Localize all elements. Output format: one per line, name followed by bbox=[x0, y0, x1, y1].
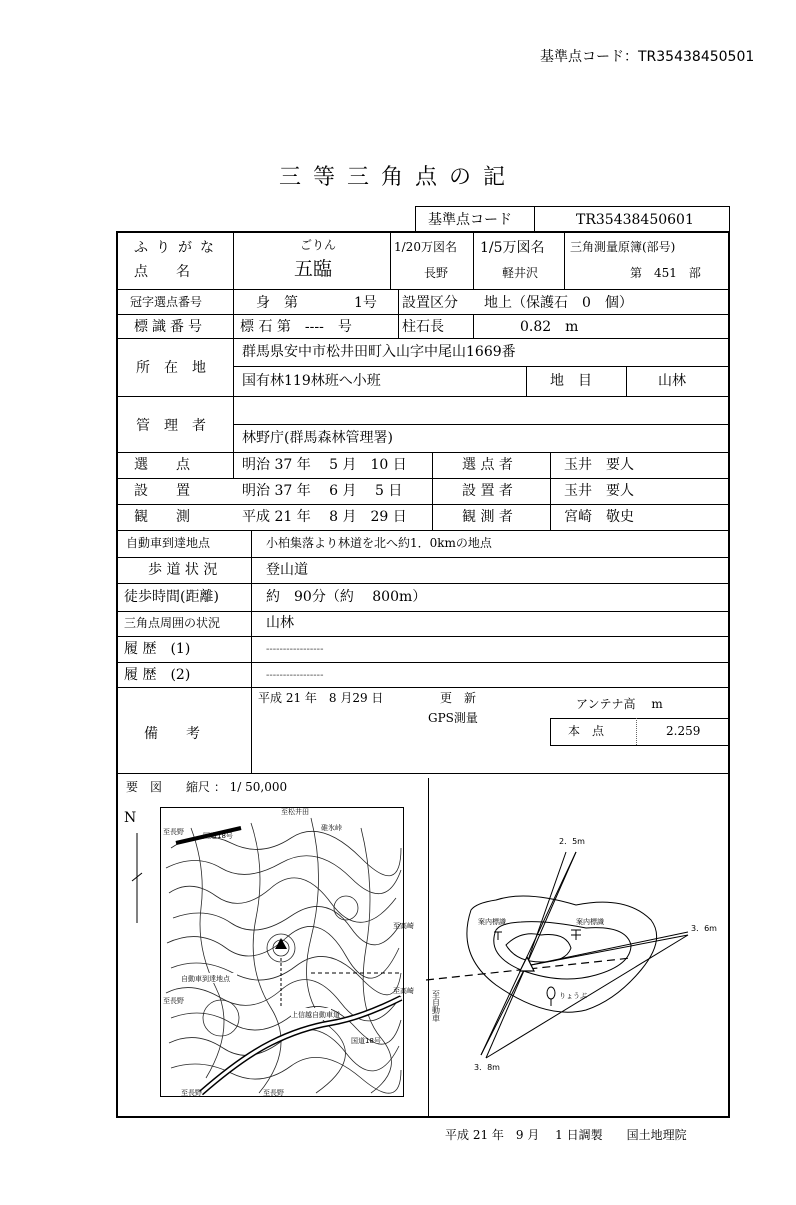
main-point-label: 本 点 bbox=[568, 724, 605, 738]
remarks-gps: GPS測量 bbox=[428, 711, 478, 725]
ledger-label: 三角測量原簿(部号) bbox=[570, 240, 676, 254]
history2-label: 履 歴 (2) bbox=[124, 667, 191, 683]
car-point-value: 小柏集落より林道を北へ約1．0kmの地点 bbox=[266, 536, 492, 550]
event-date-selection: 明治 37 年 5 月 10 日 bbox=[242, 457, 407, 473]
topographic-map bbox=[160, 807, 414, 1097]
manager-label: 管 理 者 bbox=[136, 418, 206, 434]
remarks-label: 備 考 bbox=[144, 726, 200, 742]
map-label-to-nagano-b2: 至長野 bbox=[263, 1089, 284, 1097]
map-label-shinetsu: 上信越自動車道 bbox=[291, 1011, 340, 1019]
north-indicator: N bbox=[124, 810, 137, 826]
event-label-selection: 選 点 bbox=[134, 457, 190, 473]
marker-number-label: 標識番号 bbox=[134, 319, 206, 335]
history1-label: 履 歴 (1) bbox=[124, 641, 191, 657]
location-forest: 国有林119林班へ小班 bbox=[242, 373, 381, 389]
map50k-value: 軽井沢 bbox=[502, 266, 539, 280]
marker-number-value: 標 石 第 ---- 号 bbox=[240, 319, 352, 335]
history1-value: ----------------- bbox=[266, 644, 324, 655]
event-person-selection: 玉井 要人 bbox=[564, 457, 634, 473]
crown-number-prefix: 身 第 bbox=[256, 295, 298, 311]
pillar-length-value: 0.82 m bbox=[520, 319, 579, 335]
walk-time-label: 徒歩時間(距離) bbox=[124, 589, 219, 605]
north-arrow-icon bbox=[130, 833, 144, 923]
remarks-date: 平成 21 年 8 月29 日 bbox=[258, 691, 384, 705]
point-name-label: 点 名 bbox=[134, 264, 190, 280]
event-date-observe: 平成 21 年 8 月 29 日 bbox=[242, 509, 407, 525]
crown-number-label: 冠字選点番号 bbox=[130, 295, 203, 309]
antenna-label: アンテナ高 m bbox=[576, 697, 663, 711]
map200k-label: 1/20万図名 bbox=[394, 240, 457, 254]
surroundings-label: 三角点周囲の状況 bbox=[124, 616, 221, 630]
diagram-scale-label: 要 図 縮尺 ： 1/ 50,000 bbox=[126, 780, 288, 794]
install-value: 地上（保護石 0 個） bbox=[484, 295, 633, 311]
land-category-label: 地 目 bbox=[550, 373, 592, 389]
event-date-install: 明治 37 年 6 月 5 日 bbox=[242, 483, 403, 499]
pillar-length-label: 柱石長 bbox=[402, 319, 444, 335]
furigana-label: ふりがな bbox=[134, 240, 222, 256]
history2-value: ----------------- bbox=[266, 670, 324, 681]
map-label-to-nagano-tl: 至長野 bbox=[163, 828, 184, 836]
sketch-to-car: 至自動車 bbox=[431, 990, 441, 1022]
map-label-usui: 碓氷峠 bbox=[321, 824, 342, 832]
code-box bbox=[415, 206, 730, 231]
sketch-distance-1: 2．5m bbox=[559, 837, 585, 846]
reference-code-header: 基準点コード：TR35438450501 bbox=[540, 49, 755, 65]
map-label-to-nagano-b1: 至長野 bbox=[181, 1089, 202, 1097]
document-title: 三等三角点の記 bbox=[278, 165, 517, 190]
map-label-to-takasaki-r1: 至高崎 bbox=[393, 922, 414, 930]
trail-label: 歩 道 状 況 bbox=[148, 562, 218, 578]
location-address: 群馬県安中市松井田町入山字中尾山1669番 bbox=[242, 344, 516, 360]
event-label-install: 設 置 bbox=[134, 483, 190, 499]
car-point-label: 自動車到達地点 bbox=[126, 536, 211, 550]
site-sketch bbox=[426, 780, 729, 1117]
land-category-value: 山林 bbox=[658, 373, 686, 389]
antenna-height-value: 2.259 bbox=[666, 724, 701, 738]
surroundings-value: 山林 bbox=[266, 615, 294, 631]
trail-value: 登山道 bbox=[266, 562, 308, 578]
manager-value: 林野庁(群馬森林管理署) bbox=[242, 430, 393, 446]
install-label: 設置区分 bbox=[402, 295, 458, 311]
sketch-guide-1: 案内標識 bbox=[478, 918, 506, 926]
sketch-guide-2: 案内標識 bbox=[576, 918, 604, 926]
map-label-car-point: 自動車到達地点 bbox=[181, 975, 230, 983]
map-label-route18-bottom: 国道18号 bbox=[351, 1037, 381, 1045]
map-label-to-takasaki-r2: 至高崎 bbox=[393, 987, 414, 995]
map-label-to-nagano-l: 至長野 bbox=[163, 997, 184, 1005]
ledger-value: 第 451 部 bbox=[630, 266, 701, 280]
walk-time-value: 約 90分（約 800m） bbox=[266, 589, 427, 605]
event-role-selection: 選 点 者 bbox=[462, 457, 513, 473]
map50k-label: 1/5万図名 bbox=[480, 240, 545, 256]
event-label-observe: 観 測 bbox=[134, 509, 190, 525]
footer-issued: 平成 21 年 9 月 1 日調製 国土地理院 bbox=[445, 1128, 687, 1142]
location-label: 所 在 地 bbox=[136, 360, 206, 376]
sketch-ryobu: りょうぶ bbox=[559, 992, 587, 1000]
furigana-value: ごりん bbox=[300, 238, 337, 252]
event-role-observe: 観 測 者 bbox=[462, 509, 513, 525]
event-role-install: 設 置 者 bbox=[462, 483, 513, 499]
sketch-distance-3: 3．8m bbox=[474, 1063, 500, 1072]
event-person-observe: 宮崎 敬史 bbox=[564, 509, 634, 525]
sketch-distance-2: 3．6m bbox=[691, 924, 717, 933]
crown-number-value: 1号 bbox=[354, 295, 377, 311]
map-label-route18-top: 国道18号 bbox=[203, 832, 233, 840]
map200k-value: 長野 bbox=[424, 266, 449, 280]
map-label-to-matsuida: 至松井田 bbox=[281, 808, 309, 816]
event-person-install: 玉井 要人 bbox=[564, 483, 634, 499]
remarks-update: 更 新 bbox=[440, 691, 477, 705]
point-name-value: 五臨 bbox=[294, 258, 333, 280]
code-box-label: 基準点コード bbox=[428, 212, 512, 228]
code-box-value: TR35438450601 bbox=[576, 212, 694, 228]
